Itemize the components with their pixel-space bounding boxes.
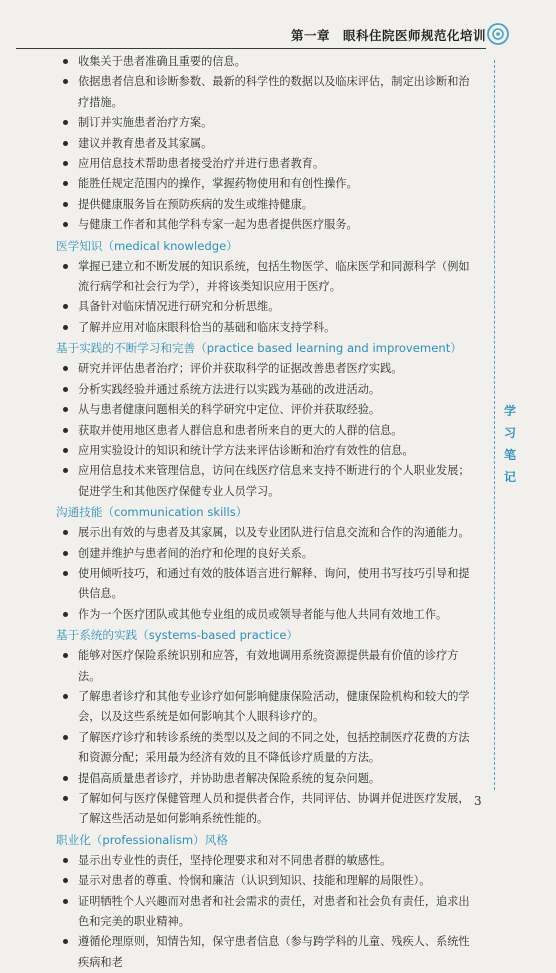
section-systems-based-practice	[56, 625, 480, 830]
list-item: 证明牺牲个人兴趣而对患者和社会需求的责任，对患者和社会负有责任，追求出色和完美的职业精神。	[60, 892, 480, 933]
section-professionalism	[56, 830, 480, 973]
section-heading: 医学知识（medical knowledge）	[56, 238, 238, 253]
list-item: 创建并维护与患者间的治疗和伦理的良好关系。	[60, 544, 480, 564]
list-item: 制订并实施患者治疗方案。	[60, 113, 480, 133]
list-item: 显示出专业性的责任，坚持伦理要求和对不同患者群的敏感性。	[60, 851, 480, 871]
list-item: 能够对医疗保险系统识别和应答，有效地调用系统资源提供最有价值的诊疗方法。	[60, 646, 480, 687]
list-item: 显示对患者的尊重、怜悯和廉洁（认识到知识、技能和理解的局限性）。	[60, 871, 480, 891]
section-patient-care	[60, 52, 480, 236]
list-item: 应用实验设计的知识和统计学方法来评估诊断和治疗有效性的信息。	[60, 441, 480, 461]
list-item: 提倡高质量患者诊疗，并协助患者解决保险系统的复杂问题。	[60, 769, 480, 789]
list-item: 研究并评估患者治疗；评价并获取科学的证据改善患者医疗实践。	[60, 359, 480, 379]
list-item: 与健康工作者和其他学科专家一起为患者提供医疗服务。	[60, 215, 480, 235]
list-item: 依据患者信息和诊断参数、最新的科学性的数据以及临床评估，制定出诊断和治疗措施。	[60, 72, 480, 113]
list-item: 了解患者诊疗和其他专业诊疗如何影响健康保险活动，健康保险机构和较大的学会，以及这些系统是如何影响其个人眼科诊疗的。	[60, 687, 480, 728]
section-communication-skills	[56, 502, 480, 625]
list-item: 应用信息技术帮助患者接受治疗并进行患者教育。	[60, 154, 480, 174]
section-heading: 沟通技能（communication skills）	[56, 505, 248, 520]
list-item: 具备针对临床情况进行研究和分析思维。	[60, 297, 480, 317]
list-item: 掌握已建立和不断发展的知识系统，包括生物医学、临床医学和同源科学（例如流行病学和社会行为学），并将该类知识应用于医疗。	[60, 257, 480, 298]
study-notes-label: 学 习 笔 记	[503, 404, 516, 484]
list-item: 作为一个医疗团队或其他专业组的成员或领导者能与他人共同有效地工作。	[60, 605, 480, 625]
eye-logo-icon	[486, 22, 510, 46]
list-item: 建议并教育患者及其家属。	[60, 134, 480, 154]
list-item: 了解并应用对临床眼科恰当的基础和临床支持学科。	[60, 318, 480, 338]
list-item: 分析实践经验并通过系统方法进行以实践为基础的改进活动。	[60, 380, 480, 400]
page-number: 3	[474, 794, 482, 808]
list-item: 获取并使用地区患者人群信息和患者所来自的更大的人群的信息。	[60, 421, 480, 441]
list-item: 遵循伦理原则，知情告知，保守患者信息（参与跨学科的儿童、残疾人、系统性疾病和老	[60, 932, 480, 973]
section-practice-based-learning	[56, 338, 480, 502]
chapter-title: 第一章 眼科住院医师规范化培训	[290, 28, 486, 43]
margin-rule	[494, 60, 495, 790]
section-medical-knowledge	[56, 236, 480, 339]
list-item: 能胜任规定范围内的操作，掌握药物使用和有创性操作。	[60, 174, 480, 194]
section-heading: 基于实践的不断学习和完善（practice based learning and improvement）	[56, 341, 462, 356]
list-item: 展示出有效的与患者及其家属，以及专业团队进行信息交流和合作的沟通能力。	[60, 523, 480, 543]
list-item: 使用倾听技巧，和通过有效的肢体语言进行解释、询问，使用书写技巧引导和提供信息。	[60, 564, 480, 605]
list-item: 收集关于患者准确且重要的信息。	[60, 52, 480, 72]
list-item: 了解医疗诊疗和转诊系统的类型以及之间的不同之处，包括控制医疗花费的方法和资源分配；采用最为经济有效的且不降低诊疗质量的方法。	[60, 728, 480, 769]
list-item: 提供健康服务旨在预防疾病的发生或维持健康。	[60, 195, 480, 215]
section-heading: 基于系统的实践（systems-based practice）	[56, 628, 299, 643]
list-item: 从与患者健康问题相关的科学研究中定位、评价并获取经验。	[60, 400, 480, 420]
running-header	[16, 24, 486, 49]
section-heading: 职业化（professionalism）风格	[56, 832, 228, 847]
list-item: 了解如何与医疗保健管理人员和提供者合作，共同评估、协调并促进医疗发展，了解这些活动是如何影响系统性能的。	[60, 789, 480, 830]
list-item: 应用信息技术来管理信息，访问在线医疗信息来支持不断进行的个人职业发展；促进学生和其他医疗保健专业人员学习。	[60, 461, 480, 502]
content-column	[56, 52, 480, 973]
